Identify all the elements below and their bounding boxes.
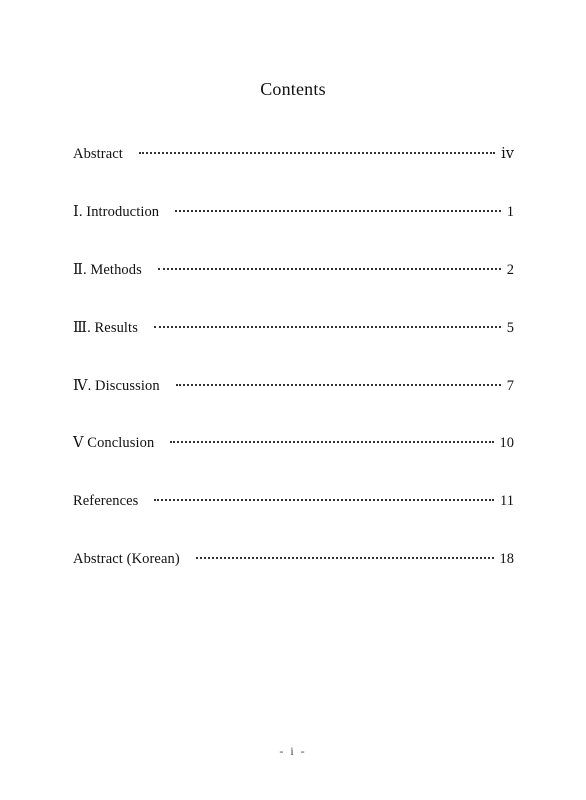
toc-entry-references (73, 493, 514, 515)
toc-entry-label: Ⅰ. Introduction (73, 204, 160, 220)
dot-leader (176, 384, 501, 386)
toc-entry-page-number: 18 (499, 551, 514, 567)
page-title: Contents (260, 79, 326, 99)
toc-entry-label: Ⅳ. Discussion (73, 378, 160, 394)
toc-entry-label: References (73, 493, 139, 509)
dot-leader (175, 210, 501, 212)
dot-leader (154, 326, 501, 328)
toc-entry-discussion (73, 378, 514, 400)
toc-entry-page-number: 2 (506, 262, 514, 278)
dot-leader (170, 441, 493, 443)
dot-leader (139, 152, 495, 154)
toc-entry-introduction (73, 204, 514, 226)
toc-entry-results (73, 320, 514, 342)
toc-entry-label: Ⅲ. Results (73, 320, 138, 336)
toc-entry-page-number: 1 (506, 204, 514, 220)
toc-entry-abstract-korean (73, 551, 514, 573)
toc-entry-label: Ⅴ Conclusion (73, 435, 155, 451)
toc-entry-label: Abstract (Korean) (73, 551, 180, 567)
toc-entry-page-number: 10 (499, 435, 514, 451)
toc-entry-abstract (73, 146, 514, 168)
toc-entry-conclusion (73, 435, 514, 457)
toc-entry-page-number: ⅳ (501, 146, 514, 162)
page-footer-number: - i - (279, 744, 307, 758)
toc-entry-page-number: 11 (500, 493, 514, 509)
toc-entry-label: Ⅱ. Methods (73, 262, 142, 278)
toc-entry-methods (73, 262, 514, 284)
toc-entry-page-number: 7 (506, 378, 514, 394)
dot-leader (154, 499, 494, 501)
dot-leader (196, 557, 494, 559)
dot-leader (158, 268, 501, 270)
toc-entry-page-number: 5 (506, 320, 514, 336)
toc-entry-label: Abstract (73, 146, 123, 162)
